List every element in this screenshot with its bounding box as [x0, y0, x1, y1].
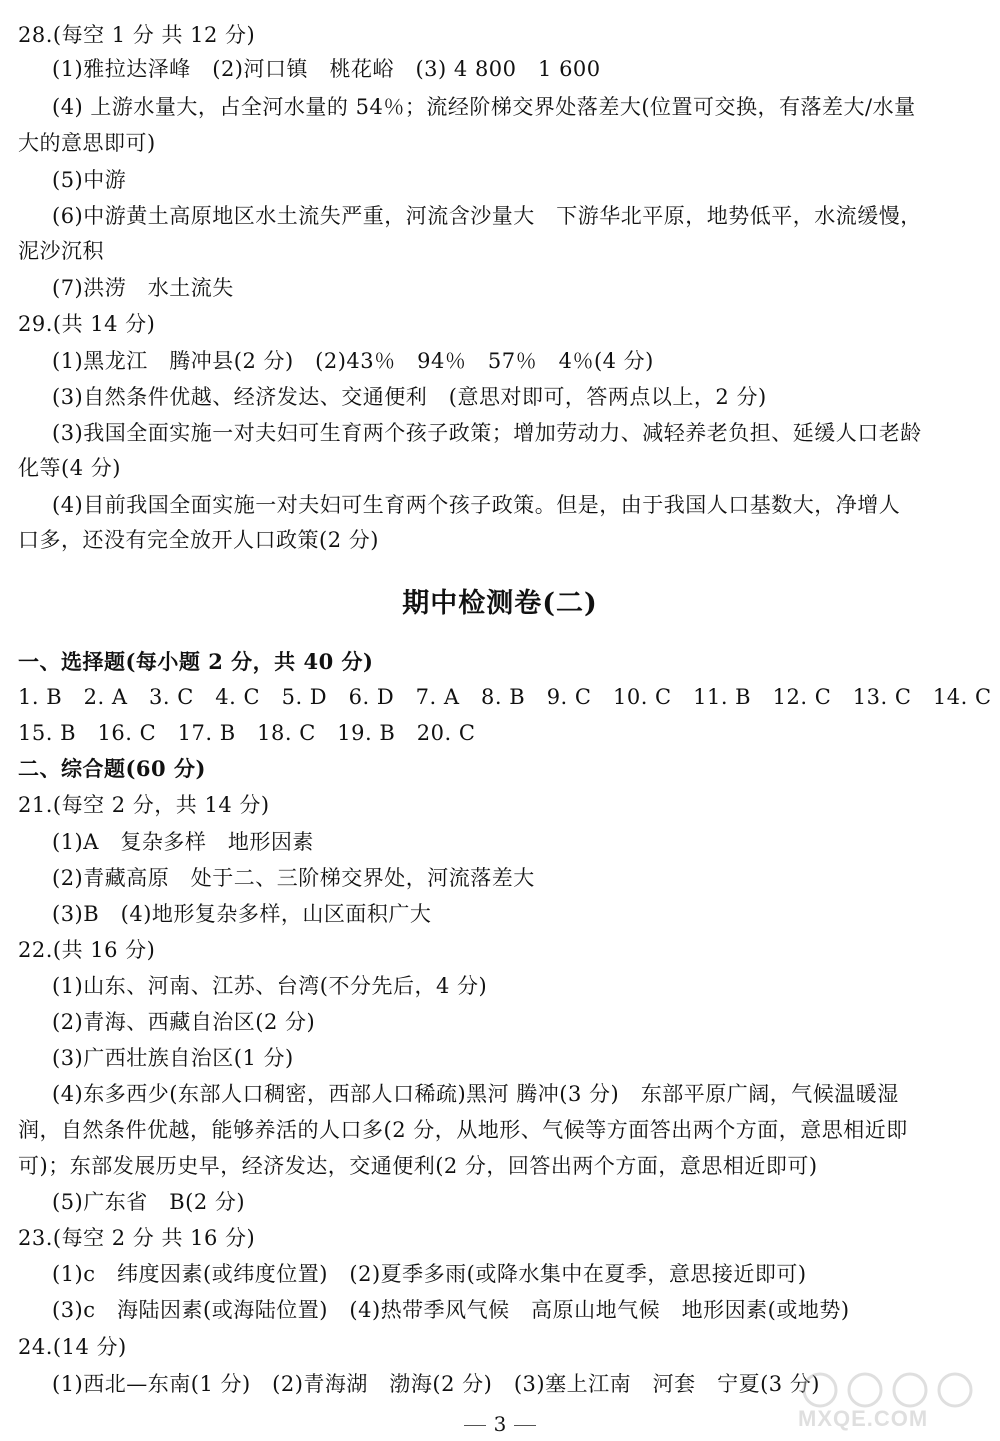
q28-answer-1: (1)雅拉达泽峰 (2)河口镇 桃花峪 (3) 4 800 1 600	[52, 57, 601, 81]
q22-answer-4: (4)东多西少(东部人口稠密，西部人口稀疏)黑河 腾冲(3 分) 东部平原广阔，气候温暖湿	[52, 1082, 899, 1106]
q28-answer-4-cont: 大的意思即可)	[18, 131, 156, 155]
choice-answers-row-1: 1. B 2. A 3. C 4. C 5. D 6. D 7. A 8. B 9. C 10. C 11. B 12. C 13. C 14. C	[18, 685, 992, 709]
q29-answer-4-cont: 口多，还没有完全放开人口政策(2 分)	[18, 528, 379, 552]
q28-answer-6-cont: 泥沙沉积	[18, 239, 104, 263]
q22-answer-5: (5)广东省 B(2 分)	[52, 1190, 246, 1214]
question-28-header: 28.(每空 1 分 共 12 分)	[18, 23, 256, 47]
footer-dash-right	[514, 1425, 536, 1426]
q28-answer-6: (6)中游黄土高原地区水土流失严重，河流含沙量大 下游华北平原，地势低平，水流缓慢，	[52, 204, 922, 228]
q28-answer-7: (7)洪涝 水土流失	[52, 276, 234, 300]
question-23-header: 23.(每空 2 分 共 16 分)	[18, 1226, 256, 1250]
q22-answer-4-cont-1: 润，自然条件优越，能够养活的人口多(2 分，从地形、气候等方面答出两个方面，意思相近即	[18, 1118, 908, 1142]
page-number: 3	[493, 1412, 507, 1436]
q22-answer-4-cont-2: 可)；东部发展历史早，经济发达，交通便利(2 分，回答出两个方面，意思相近即可)	[18, 1154, 818, 1178]
q23-answer-1-2: (1)c 纬度因素(或纬度位置) (2)夏季多雨(或降水集中在夏季，意思接近即可)	[52, 1262, 807, 1286]
q28-answer-5: (5)中游	[52, 168, 127, 192]
footer-dash-left	[464, 1425, 486, 1426]
q29-answer-3b: (3)我国全面实施一对夫妇可生育两个孩子政策；增加劳动力、减轻养老负担、延缓人口老龄	[52, 421, 922, 445]
page-footer	[0, 1411, 1000, 1437]
part-1-heading: 一、选择题(每小题 2 分，共 40 分)	[18, 649, 374, 674]
q22-answer-2: (2)青海、西藏自治区(2 分)	[52, 1010, 316, 1034]
choice-answers-row-2: 15. B 16. C 17. B 18. C 19. B 20. C	[18, 721, 476, 745]
q21-answer-1: (1)A 复杂多样 地形因素	[52, 830, 314, 854]
q22-answer-1: (1)山东、河南、江苏、台湾(不分先后，4 分)	[52, 974, 488, 998]
part-2-heading: 二、综合题(60 分)	[18, 756, 206, 781]
question-24-header: 24.(14 分)	[18, 1335, 127, 1359]
watermark-icon	[790, 1370, 980, 1410]
q21-answer-2: (2)青藏高原 处于二、三阶梯交界处，河流落差大	[52, 866, 535, 890]
q29-answer-1: (1)黑龙江 腾冲县(2 分) (2)43％ 94％ 57％ 4％(4 分)	[52, 349, 654, 373]
watermark-text: MXQE.COM	[798, 1406, 929, 1431]
q29-answer-4: (4)目前我国全面实施一对夫妇可生育两个孩子政策。但是，由于我国人口基数大，净增人	[52, 493, 901, 517]
question-22-header: 22.(共 16 分)	[18, 938, 156, 962]
q24-answer-1-3: (1)西北—东南(1 分) (2)青海湖 渤海(2 分) (3)塞上江南 河套 宁夏(3 分)	[52, 1372, 821, 1396]
question-21-header: 21.(每空 2 分，共 14 分)	[18, 793, 270, 817]
q23-answer-3-4: (3)c 海陆因素(或海陆位置) (4)热带季风气候 高原山地气候 地形因素(或地势)	[52, 1298, 850, 1322]
question-29-header: 29.(共 14 分)	[18, 312, 156, 336]
q21-answer-3-4: (3)B (4)地形复杂多样，山区面积广大	[52, 902, 432, 926]
q28-answer-4: (4) 上游水量大，占全河水量的 54％；流经阶梯交界处落差大(位置可交换，有落差大/水量	[52, 95, 916, 119]
q22-answer-3: (3)广西壮族自治区(1 分)	[52, 1046, 294, 1070]
section-title: 期中检测卷(二)	[402, 588, 598, 619]
q29-answer-3b-cont: 化等(4 分)	[18, 456, 121, 480]
q29-answer-3a: (3)自然条件优越、经济发达、交通便利 (意思对即可，答两点以上，2 分)	[52, 385, 767, 409]
